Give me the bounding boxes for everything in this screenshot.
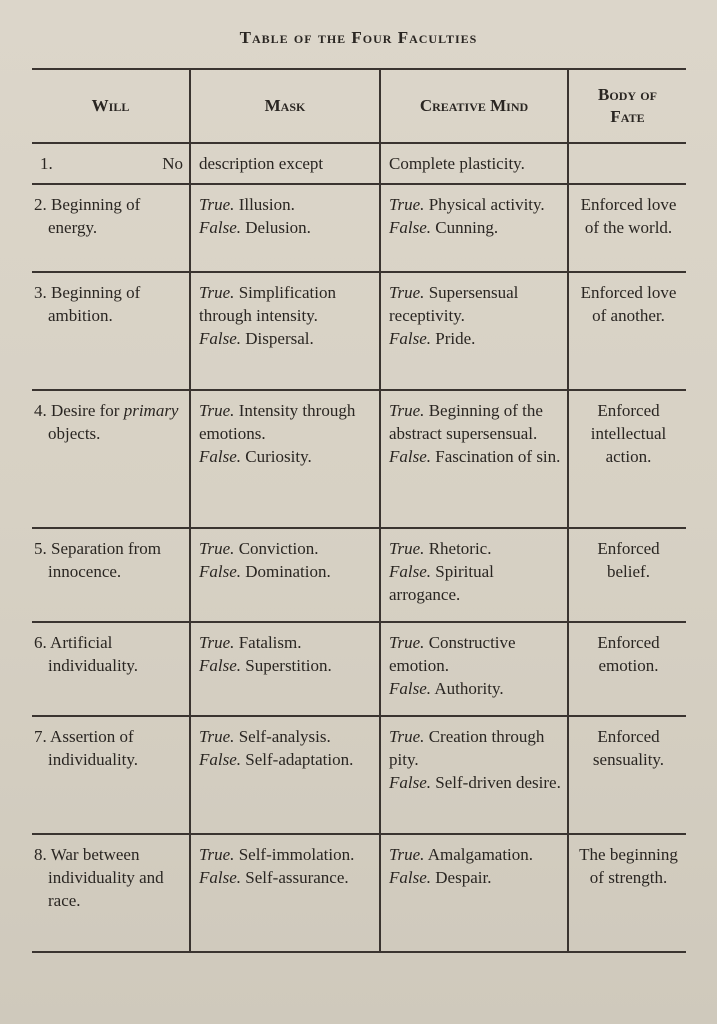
- will-cell: 3. Beginning of ambition.: [32, 272, 190, 390]
- body-of-fate-cell: Enforced love of the world.: [568, 184, 686, 272]
- will-cell: 8. War between individuality and race.: [32, 834, 190, 952]
- body-of-fate-cell: Enforced sensuality.: [568, 716, 686, 834]
- table-title: Table of the Four Faculties: [239, 28, 478, 47]
- table-row-8: [32, 834, 686, 952]
- row-number: 1.: [40, 154, 53, 173]
- will-cell: 4. Desire for primary objects.: [32, 390, 190, 528]
- mask-cell: True. Illusion. False. Delusion.: [190, 184, 380, 272]
- creative-mind-cell: True. Rhetoric. False. Spiritual arrogance.: [380, 528, 568, 622]
- table-row-2: [32, 184, 686, 272]
- table-row-5: [32, 528, 686, 622]
- header-mask: Mask: [190, 69, 380, 143]
- will-cell: 5. Separation from innocence.: [32, 528, 190, 622]
- header-body-of-fate: Body of Fate: [568, 69, 686, 143]
- table-row-7: [32, 716, 686, 834]
- body-of-fate-cell: Enforced emotion.: [568, 622, 686, 716]
- creative-mind-cell: True. Creation through pity. False. Self-driven desire.: [380, 716, 568, 834]
- body-of-fate-cell: The beginning of strength.: [568, 834, 686, 952]
- header-row: [32, 69, 686, 143]
- will-cell: 6. Artificial individuality.: [32, 622, 190, 716]
- will-cell: 2. Beginning of energy.: [32, 184, 190, 272]
- mask-cell: description except: [190, 143, 380, 184]
- creative-mind-cell: Complete plasticity.: [380, 143, 568, 184]
- mask-cell: True. Simplification through intensity. False. Dispersal.: [190, 272, 380, 390]
- table-row-4: [32, 390, 686, 528]
- creative-mind-cell: True. Constructive emotion. False. Authority.: [380, 622, 568, 716]
- creative-mind-cell: True. Supersensual receptivity. False. Pride.: [380, 272, 568, 390]
- body-of-fate-cell: Enforced intellectual action.: [568, 390, 686, 528]
- table-row-1: [32, 143, 686, 184]
- will-cell: 7. Assertion of individuality.: [32, 716, 190, 834]
- header-will: Will: [32, 69, 190, 143]
- creative-mind-cell: True. Beginning of the abstract supersensual. False. Fascination of sin.: [380, 390, 568, 528]
- mask-cell: True. Self-immolation. False. Self-assurance.: [190, 834, 380, 952]
- mask-cell: True. Self-analysis. False. Self-adaptation.: [190, 716, 380, 834]
- mask-cell: True. Fatalism. False. Superstition.: [190, 622, 380, 716]
- faculties-table: [32, 68, 686, 953]
- body-of-fate-cell: Enforced belief.: [568, 528, 686, 622]
- row1-no: No: [162, 154, 183, 173]
- header-creative-mind: Creative Mind: [380, 69, 568, 143]
- body-of-fate-cell: [568, 143, 686, 184]
- table-row-3: [32, 272, 686, 390]
- mask-cell: True. Intensity through emotions. False. Curiosity.: [190, 390, 380, 528]
- creative-mind-cell: True. Physical activity. False. Cunning.: [380, 184, 568, 272]
- will-cell: [32, 143, 190, 184]
- table-row-6: [32, 622, 686, 716]
- mask-cell: True. Conviction. False. Domination.: [190, 528, 380, 622]
- creative-mind-cell: True. Amalgamation. False. Despair.: [380, 834, 568, 952]
- body-of-fate-cell: Enforced love of another.: [568, 272, 686, 390]
